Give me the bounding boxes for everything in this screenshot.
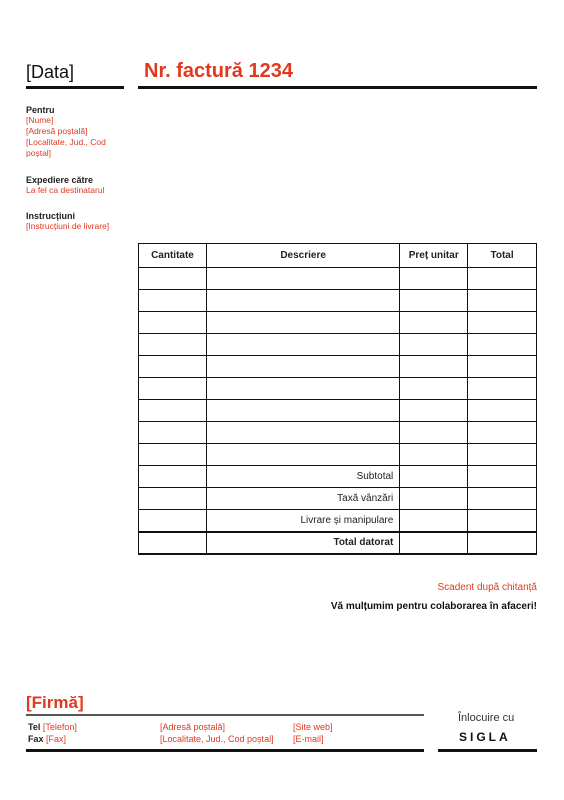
table-cell[interactable] — [206, 378, 399, 400]
footer-website: [Site web] — [293, 722, 333, 732]
table-row — [139, 422, 537, 444]
shipping-row — [139, 510, 537, 532]
footer-city: [Localitate, Jud., Cod poștal] — [160, 734, 274, 744]
table-cell[interactable] — [400, 466, 468, 488]
col-unit-price: Preț unitar — [400, 244, 468, 268]
table-cell[interactable] — [468, 290, 537, 312]
title-underline — [138, 86, 537, 89]
tax-label: Taxă vânzări — [206, 488, 399, 510]
table-cell[interactable] — [139, 312, 207, 334]
date-underline — [26, 86, 124, 89]
table-row — [139, 268, 537, 290]
table-cell — [139, 510, 207, 532]
table-cell[interactable] — [139, 444, 207, 466]
tax-row — [139, 488, 537, 510]
invoice-date: [Data] — [26, 62, 75, 82]
instructions-block — [26, 211, 109, 232]
invoice-number-title: Nr. factură 1234 — [144, 60, 293, 82]
shipping-label: Livrare și manipulare — [206, 510, 399, 532]
instructions-value: [Instrucțiuni de livrare] — [26, 221, 110, 231]
table-cell[interactable] — [206, 400, 399, 422]
table-cell — [139, 532, 207, 554]
thank-you-note: Vă mulțumim pentru colaborarea în afaceri! — [330, 601, 537, 612]
table-cell[interactable] — [468, 422, 537, 444]
table-cell[interactable] — [400, 290, 468, 312]
table-cell[interactable] — [400, 532, 468, 554]
total-due-row — [139, 532, 537, 554]
logo-placeholder: SIGLA — [459, 730, 511, 744]
table-cell — [139, 466, 207, 488]
table-cell[interactable] — [206, 268, 399, 290]
table-cell[interactable] — [206, 290, 399, 312]
logo-underline — [438, 749, 537, 752]
footer-address: [Adresă poștală] — [160, 722, 226, 732]
footer-email: [E-mail] — [293, 734, 324, 744]
table-cell[interactable] — [400, 422, 468, 444]
table-cell[interactable] — [400, 312, 468, 334]
bill-to-postal: poștal] — [26, 148, 52, 158]
table-cell[interactable] — [206, 356, 399, 378]
table-cell — [139, 488, 207, 510]
tel-label: Tel — [28, 722, 41, 732]
table-cell[interactable] — [468, 444, 537, 466]
table-header-row — [139, 244, 537, 268]
logo-placeholder-text: Înlocuire cu — [458, 712, 515, 724]
fax-label: Fax — [28, 734, 44, 744]
col-quantity: Cantitate — [139, 244, 207, 268]
table-cell[interactable] — [468, 334, 537, 356]
col-description: Descriere — [206, 244, 399, 268]
subtotal-row — [139, 466, 537, 488]
table-cell[interactable] — [139, 378, 207, 400]
table-row — [139, 312, 537, 334]
table-cell[interactable] — [139, 334, 207, 356]
bill-to-heading: Pentru — [26, 105, 55, 115]
table-cell[interactable] — [139, 268, 207, 290]
table-row — [139, 356, 537, 378]
table-cell[interactable] — [206, 444, 399, 466]
table-row — [139, 378, 537, 400]
footer-bottom-line — [26, 749, 424, 752]
table-row — [139, 400, 537, 422]
table-cell[interactable] — [139, 356, 207, 378]
subtotal-value[interactable] — [468, 466, 537, 488]
table-cell[interactable] — [139, 290, 207, 312]
table-cell[interactable] — [400, 378, 468, 400]
total-due-label: Total datorat — [206, 532, 399, 554]
col-total: Total — [468, 244, 537, 268]
table-cell[interactable] — [206, 312, 399, 334]
table-cell[interactable] — [400, 444, 468, 466]
table-cell[interactable] — [206, 422, 399, 444]
bill-to-address: [Adresă poștală] — [26, 126, 88, 136]
table-cell[interactable] — [400, 356, 468, 378]
table-cell[interactable] — [206, 334, 399, 356]
table-cell[interactable] — [400, 488, 468, 510]
company-name: [Firmă] — [26, 693, 84, 712]
tel-value: [Telefon] — [42, 722, 77, 732]
table-cell[interactable] — [468, 378, 537, 400]
subtotal-label: Subtotal — [206, 466, 399, 488]
table-cell[interactable] — [139, 400, 207, 422]
ship-to-block — [26, 175, 104, 196]
total-due-value[interactable] — [468, 532, 537, 554]
address-block — [160, 721, 274, 745]
ship-to-value: La fel ca destinatarul — [26, 185, 105, 195]
tax-value[interactable] — [468, 488, 537, 510]
web-block — [293, 721, 333, 745]
bill-to-name: [Nume] — [26, 115, 54, 125]
due-note: Scadent după chitanță — [437, 582, 537, 593]
table-cell[interactable] — [400, 400, 468, 422]
footer-divider — [26, 714, 424, 716]
table-cell[interactable] — [468, 268, 537, 290]
ship-to-heading: Expediere către — [26, 175, 94, 185]
table-row — [139, 334, 537, 356]
table-cell[interactable] — [468, 400, 537, 422]
table-cell[interactable] — [139, 422, 207, 444]
fax-value: [Fax] — [46, 734, 67, 744]
table-cell[interactable] — [400, 268, 468, 290]
instructions-heading: Instrucțiuni — [26, 211, 75, 221]
bill-to-city: [Localitate, Jud., Cod — [26, 137, 106, 147]
table-cell[interactable] — [400, 510, 468, 532]
table-cell[interactable] — [400, 334, 468, 356]
contact-block — [28, 721, 77, 745]
table-cell[interactable] — [468, 312, 537, 334]
table-cell[interactable] — [468, 356, 537, 378]
table-row — [139, 290, 537, 312]
items-table — [138, 243, 537, 555]
shipping-value[interactable] — [468, 510, 537, 532]
table-row — [139, 444, 537, 466]
bill-to-block — [26, 105, 106, 159]
